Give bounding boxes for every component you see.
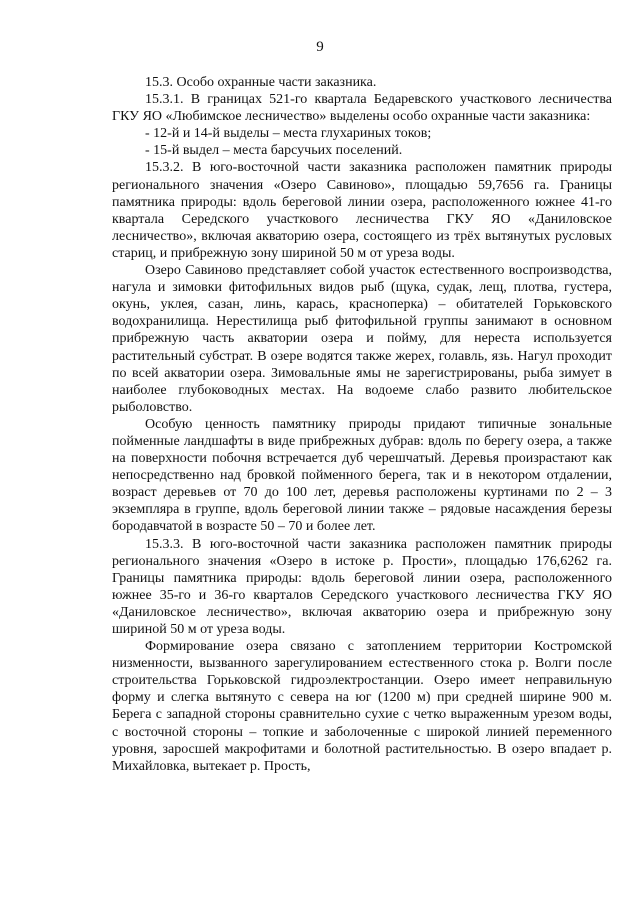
section-heading-15-3: 15.3. Особо охранные части заказника. <box>145 75 377 90</box>
paragraph-landscape-value: Особую ценность памятнику природы придают типичные зональные пойменные ландшафты в виде прибрежных дубрав: вдоль по берегу озера, а также на поверхности побочня встречается дуб черешчатый. Деревья произрастают как непосредственно над бровкой пойменного берега, так и в некотором отдалении, возраст деревьев от 70 до 100 лет, деревья расположены куртинами по 2 – 3 экземпляра в группе, вдоль береговой линии также – рядовые насаждения березы бородавчатой в возрасте 50 – 70 и более лет. <box>112 416 612 535</box>
page-number: 9 <box>316 39 324 55</box>
paragraph-15-3-1: 15.3.1. В границах 521-го квартала Бедаревского участкового лесничества ГКУ ЯО «Любимское лесничество» выделены особо охранные части заказника: <box>112 92 612 125</box>
list-item-badger-settlements: - 15-й выдел – места барсучьих поселений. <box>145 143 403 159</box>
list-item-grouse-leks: - 12-й и 14-й выделы – места глухариных токов; <box>145 126 432 142</box>
paragraph-15-3-2: 15.3.2. В юго-восточной части заказника расположен памятник природы регионального значения «Озеро Савиново», площадью 59,7656 га. Границы памятника природы: вдоль береговой линии озера, расположенного южнее 41-го квартала Середского участкового лесничества ГКУ ЯО «Даниловское лесничество», включая акваторию озера, состоящего из трёх вытянутых русловых стариц, и прибрежную зону шириной 50 м от уреза воды. <box>112 160 612 261</box>
paragraph-lake-formation: Формирование озера связано с затоплением территории Костромской низменности, вызванного зарегулированием естественного стока р. Волги после строительства Горьковской гидроэлектростанции. Озеро имеет неправильную форму и слегка вытянуто с севера на юг (1200 м) при средней ширине 900 м. Берега с западной стороны сравнительно сухие с четко выраженным урезом воды, с восточной стороны – топкие и заболоченные с широкой линией переменного уровня, заросшей макрофитами и болотной растительностью. В озеро впадает р. Михайловка, вытекает р. Прость, <box>112 639 612 774</box>
document-body <box>112 74 612 775</box>
paragraph-lake-savinovo: Озеро Савиново представляет собой участок естественного воспроизводства, нагула и зимовки фитофильных видов рыб (щука, судак, лещ, плотва, густера, окунь, уклея, сазан, линь, карась, красноперка) – обитателей Горьковского водохранилища. Нерестилища рыб фитофильной группы занимают в основном прибрежную часть акватории озера и пойму, для нереста используется растительный субстрат. В озере водятся также жерех, голавль, язь. Нагул проходит по всей акватории озера. Зимовальные ямы не зарегистрированы, рыба зимует в наиболее глубоководных местах. На водоеме слабо развито любительское рыболовство. <box>112 263 612 415</box>
paragraph-15-3-3: 15.3.3. В юго-восточной части заказника расположен памятник природы регионального значения «Озеро в истоке р. Прости», площадью 176,6262 га. Границы памятника природы: вдоль береговой линии озера, расположенного южнее 35-го и 36-го кварталов Середского участкового лесничества ГКУ ЯО «Даниловское лесничество», включая акваторию озера и прибрежную зону шириной 50 м от уреза воды. <box>112 536 612 637</box>
